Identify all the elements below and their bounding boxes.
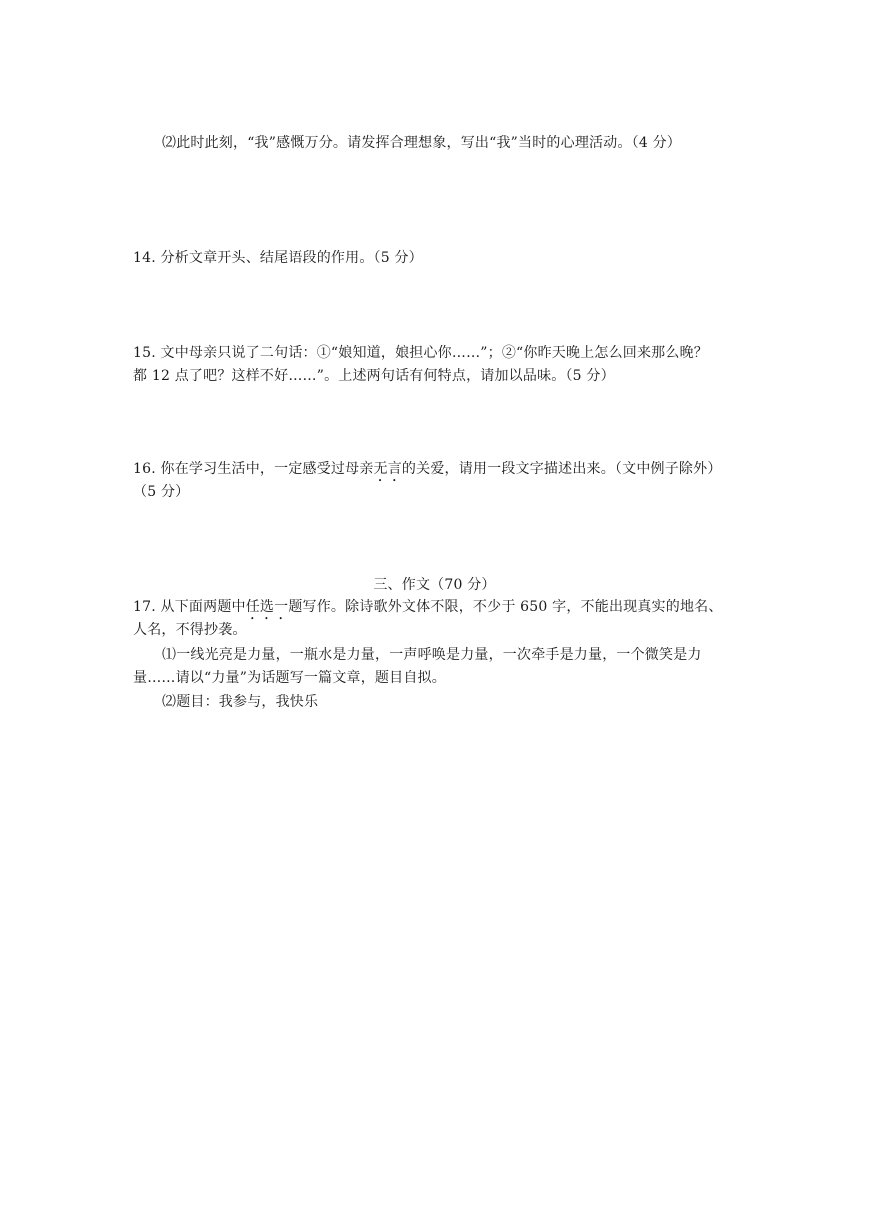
question-17-text-before: 17. 从下面两题中 (133, 599, 246, 615)
section-3-heading: 三、作文（70 分） (373, 577, 496, 593)
question-13-part-2: ⑵此时此刻，“我”感慨万分。请发挥合理想象，写出“我”当时的心理活动。（4 分） (162, 135, 681, 151)
essay-option-1-line-2: 量……请以“力量”为话题写一篇文章，题目自拟。 (133, 670, 446, 686)
question-17-emphasis: 任选一 (245, 599, 289, 615)
question-16-line-1 (133, 459, 722, 485)
question-15-line-1: 15. 文中母亲只说了二句话：①“娘知道，娘担心你……”；②“你昨天晚上怎么回来那么晚？ (133, 345, 708, 361)
question-16-line-2: （5 分） (133, 484, 190, 500)
question-17-line-2: 人名，不得抄袭。 (133, 622, 247, 638)
essay-option-1-line-1: ⑴一线光亮是力量，一瓶水是力量，一声呼唤是力量，一次牵手是力量，一个微笑是力 (162, 647, 702, 663)
question-17-text-after: 题写作。除诗歌外文体不限，不少于 650 字，不能出现真实的地名、 (288, 599, 723, 615)
essay-option-2: ⑵题目：我参与，我快乐 (162, 694, 319, 710)
question-16-emphasis: 无言 (373, 461, 402, 477)
question-16-text-after: 的关爱，请用一段文字描述出来。（文中例子除外） (401, 461, 722, 477)
question-15-line-2: 都 12 点了吧？这样不好……”。上述两句话有何特点，请加以品味。（5 分） (133, 368, 615, 384)
question-16-text-before: 16. 你在学习生活中，一定感受过母亲 (133, 461, 374, 477)
question-14: 14. 分析文章开头、结尾语段的作用。（5 分） (133, 250, 423, 266)
